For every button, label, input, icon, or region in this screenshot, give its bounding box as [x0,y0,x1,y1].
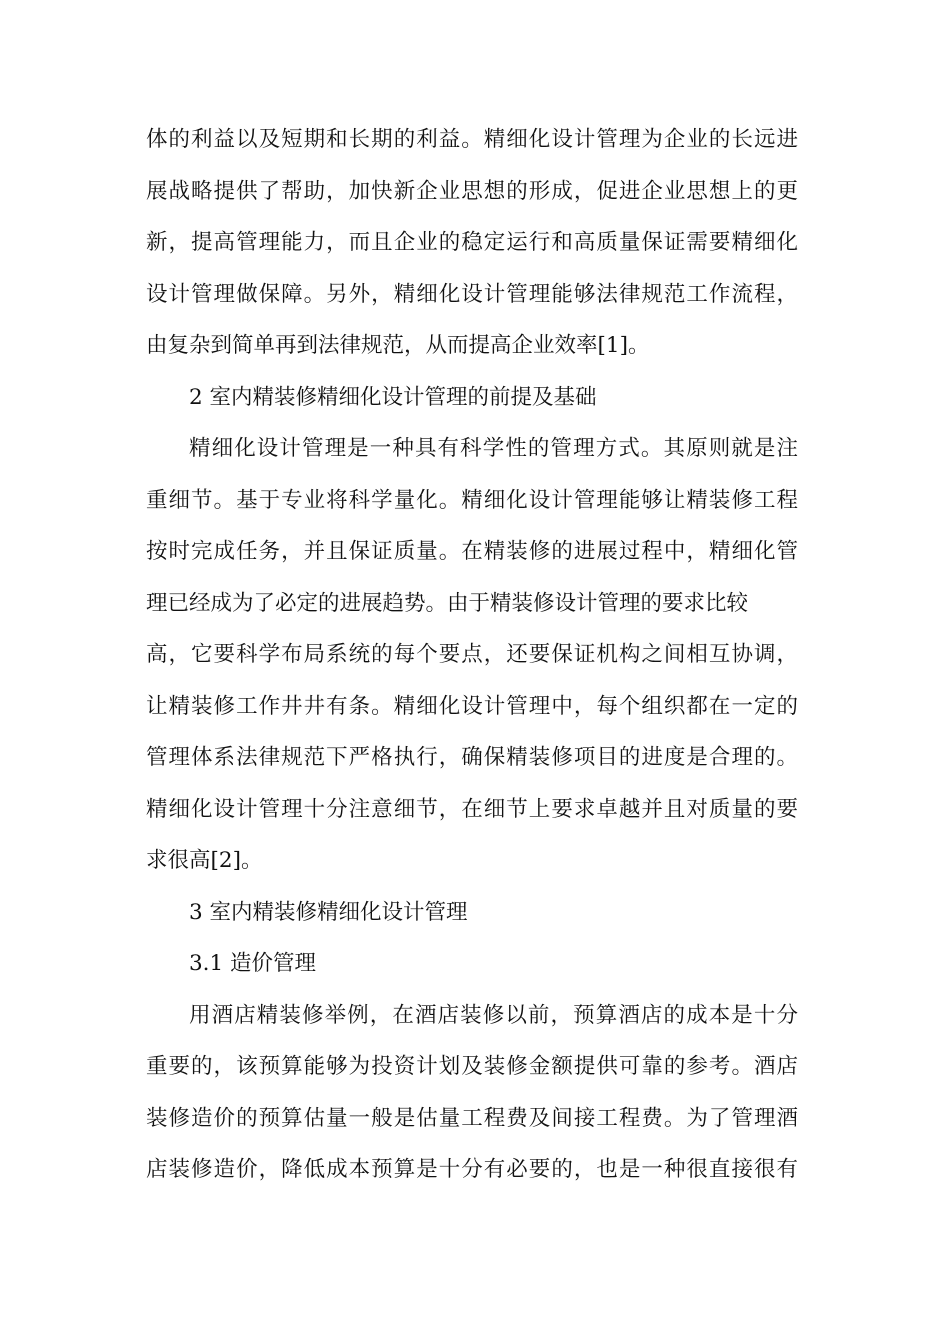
section-heading-3-1 [146,938,798,990]
text-line: 设计管理做保障。另外，精细化设计管理能够法律规范工作流程， [146,281,798,307]
text-line: 重要的，该预算能够为投资计划及装修金额提供可靠的参考。酒店 [146,1054,798,1079]
text-line: 求很高[2]。 [146,848,263,873]
heading-text: 3 室内精装修精细化设计管理 [189,899,468,925]
text-line: 按时完成任务，并且保证质量。在精装修的进展过程中，精细化管 [146,539,798,564]
text-line: 理已经成为了必定的进展趋势。由于精装修设计管理的要求比较 [146,590,749,616]
text-line: 新，提高管理能力，而且企业的稳定运行和高质量保证需要精细化 [146,230,798,255]
paragraph-fine-management [146,423,798,887]
text-line: 用酒店精装修举例，在酒店装修以前，预算酒店的成本是十分 [189,1002,798,1028]
text-line: 精细化设计管理是一种具有科学性的管理方式。其原则就是注 [189,436,798,461]
text-line: 精细化设计管理十分注意细节，在细节上要求卓越并且对质量的要 [146,796,798,822]
section-heading-2 [146,372,798,424]
text-line: 管理体系法律规范下严格执行，确保精装修项目的进度是合理的。 [146,745,798,770]
paragraph-continuation [146,114,798,372]
text-line: 由复杂到简单再到法律规范，从而提高企业效率[1]。 [146,333,650,358]
text-line: 装修造价的预算估量一般是估量工程费及间接工程费。为了管理酒 [146,1105,798,1131]
heading-text: 3.1 造价管理 [189,951,317,976]
paragraph-cost-management [146,990,798,1196]
text-line: 重细节。基于专业将科学量化。精细化设计管理能够让精装修工程 [146,487,798,513]
section-heading-3 [146,887,798,939]
text-line: 体的利益以及短期和长期的利益。精细化设计管理为企业的长远进 [146,127,798,152]
text-line: 高，它要科学布局系统的每个要点，还要保证机构之间相互协调， [146,642,798,667]
text-line: 让精装修工作井井有条。精细化设计管理中，每个组织都在一定的 [146,693,798,719]
text-line: 店装修造价，降低成本预算是十分有必要的，也是一种很直接很有 [146,1157,798,1182]
heading-text: 2 室内精装修精细化设计管理的前提及基础 [189,384,597,410]
text-line: 展战略提供了帮助，加快新企业思想的形成，促进企业思想上的更 [146,178,798,204]
document-body [146,114,798,1196]
